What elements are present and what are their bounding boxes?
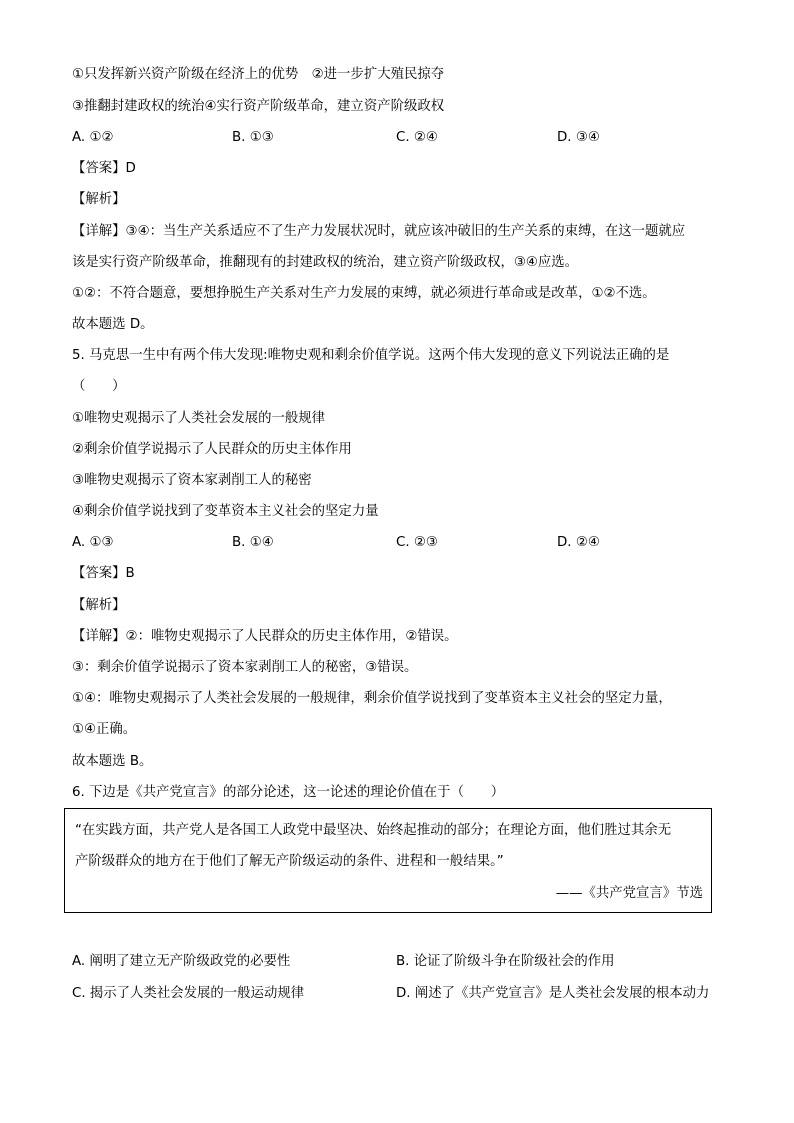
q5-answer: 【答案】B bbox=[72, 566, 135, 581]
q6-option-b: B. 论证了阶级斗争在阶级社会的作用 bbox=[396, 954, 615, 969]
q6-quote-line-1: “在实践方面，共产党人是各国工人政党中最坚决、始终起推动的部分；在理论方面，他们胜过其余无 bbox=[75, 823, 672, 838]
q4-option-a: A. ①② bbox=[72, 130, 114, 145]
q4-detail-line-1: 【详解】③④：当生产关系适应不了生产力发展状况时，就应该冲破旧的生产关系的束缚，在这一题就应 bbox=[72, 224, 686, 239]
q5-answer-paren: （ ） bbox=[72, 379, 126, 394]
q6-quote-box bbox=[64, 808, 712, 913]
q4-detail-line-2: 该是实行资产阶级革命，推翻现有的封建政权的统治，建立资产阶级政权，③④应选。 bbox=[72, 255, 579, 270]
q5-statement-3: ③唯物史观揭示了资本家剥削工人的秘密 bbox=[72, 473, 312, 488]
q5-detail-line-3: ①④：唯物史观揭示了人类社会发展的一般规律，剩余价值学说找到了变革资本主义社会的坚定力量， bbox=[72, 691, 672, 706]
q4-conclusion: 故本题选 D。 bbox=[72, 317, 154, 332]
q5-detail-line-4: ①④正确。 bbox=[72, 722, 137, 737]
q6-quote-line-2: 产阶级群众的地方在于他们了解无产阶级运动的条件、进程和一般结果。” bbox=[75, 854, 504, 869]
q5-stem: 5. 马克思一生中有两个伟大发现:唯物史观和剩余价值学说。这两个伟大发现的意义下列说法正确的是 bbox=[72, 348, 670, 363]
q6-option-c: C. 揭示了人类社会发展的一般运动规律 bbox=[72, 986, 305, 1001]
q6-option-d: D. 阐述了《共产党宣言》是人类社会发展的根本动力 bbox=[396, 986, 710, 1001]
q5-conclusion: 故本题选 B。 bbox=[72, 754, 153, 769]
q4-statement-3-4: ③推翻封建政权的统治④实行资产阶级革命，建立资产阶级政权 bbox=[72, 99, 445, 114]
q4-option-b: B. ①③ bbox=[232, 130, 274, 145]
q4-option-d: D. ③④ bbox=[557, 130, 600, 145]
q4-option-c: C. ②④ bbox=[396, 130, 438, 145]
q5-statement-2: ②剩余价值学说揭示了人民群众的历史主体作用 bbox=[72, 442, 352, 457]
q5-detail-line-2: ③：剩余价值学说揭示了资本家剥削工人的秘密，③错误。 bbox=[72, 660, 418, 675]
q5-option-b: B. ①④ bbox=[232, 535, 274, 550]
q5-option-c: C. ②③ bbox=[396, 535, 438, 550]
q6-option-a: A. 阐明了建立无产阶级政党的必要性 bbox=[72, 954, 291, 969]
q5-statement-4: ④剩余价值学说找到了变革资本主义社会的坚定力量 bbox=[72, 504, 379, 519]
q5-option-d: D. ②④ bbox=[557, 535, 600, 550]
q6-quote-source: ——《共产党宣言》节选 bbox=[555, 886, 703, 901]
q4-answer: 【答案】D bbox=[72, 161, 136, 176]
q5-detail-line-1: 【详解】②：唯物史观揭示了人民群众的历史主体作用，②错误。 bbox=[72, 629, 458, 644]
q6-stem: 6. 下边是《共产党宣言》的部分论述，这一论述的理论价值在于（ ） bbox=[72, 785, 505, 800]
q4-analysis-label: 【解析】 bbox=[72, 192, 126, 207]
q4-statement-1-2: ①只发挥新兴资产阶级在经济上的优势 ②进一步扩大殖民掠夺 bbox=[72, 67, 445, 82]
q5-option-a: A. ①③ bbox=[72, 535, 114, 550]
q5-analysis-label: 【解析】 bbox=[72, 598, 126, 613]
q4-detail-line-3: ①②：不符合题意，要想挣脱生产关系对生产力发展的束缚，就必须进行革命或是改革，①②不选。 bbox=[72, 286, 656, 301]
q5-statement-1: ①唯物史观揭示了人类社会发展的一般规律 bbox=[72, 411, 326, 426]
